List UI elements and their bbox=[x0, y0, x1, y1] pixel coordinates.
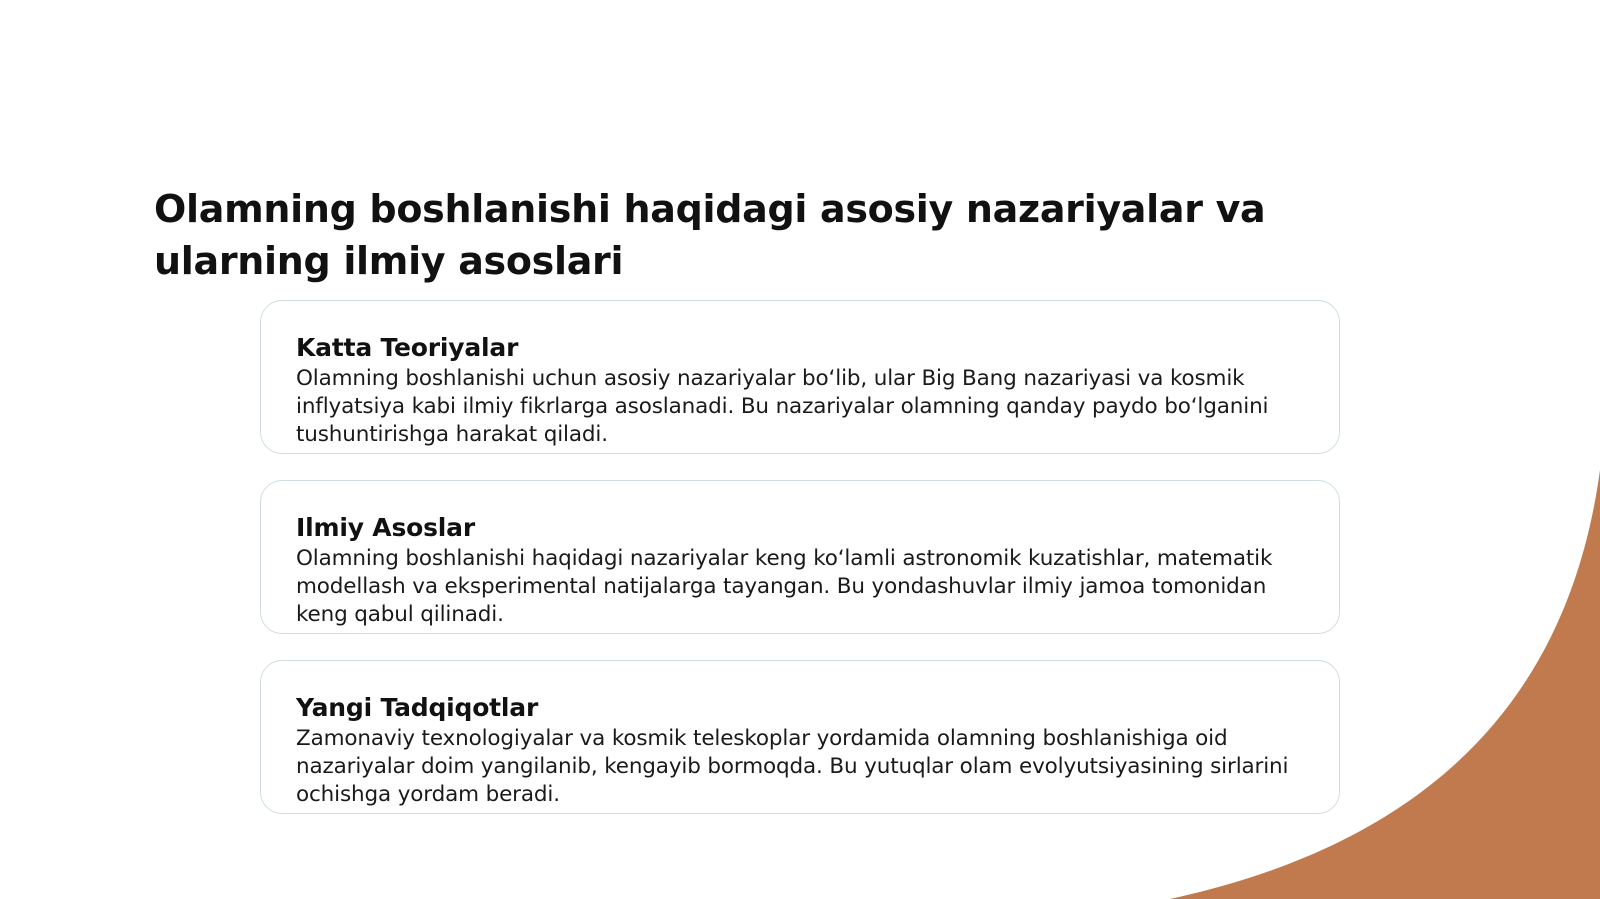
theory-card-ilmiy-asoslar bbox=[260, 480, 1340, 634]
theory-card-yangi-tadqiqotlar bbox=[260, 660, 1340, 814]
slide-title: Olamning boshlanishi haqidagi asosiy nazariyalar va ularning ilmiy asoslari bbox=[154, 187, 1266, 283]
card-description: Olamning boshlanishi haqidagi nazariyalar keng ko‘lamli astronomik kuzatishlar, matematik modellash va eksperimental natijalarga tayangan. Bu yondashuvlar ilmiy jamoa tomonidan keng qabul qilinadi. bbox=[296, 546, 1273, 627]
card-description: Zamonaviy texnologiyalar va kosmik teleskoplar yordamida olamning boshlanishiga oid nazariyalar doim yangilanib, kengayib bormoqda. Bu yutuqlar olam evolyutsiyasining sirlarini ochishga yordam beradi. bbox=[296, 726, 1289, 807]
theory-card-katta-teoriyalar bbox=[260, 300, 1340, 454]
card-heading: Katta Teoriyalar bbox=[296, 333, 519, 362]
card-heading: Ilmiy Asoslar bbox=[296, 513, 475, 542]
card-description: Olamning boshlanishi uchun asosiy nazariyalar bo‘lib, ular Big Bang nazariyasi va kosmik inflyatsiya kabi ilmiy fikrlarga asoslanadi. Bu nazariyalar olamning qanday paydo bo‘lganini tushuntirishga harakat qiladi. bbox=[296, 366, 1269, 447]
card-heading: Yangi Tadqiqotlar bbox=[296, 693, 539, 722]
